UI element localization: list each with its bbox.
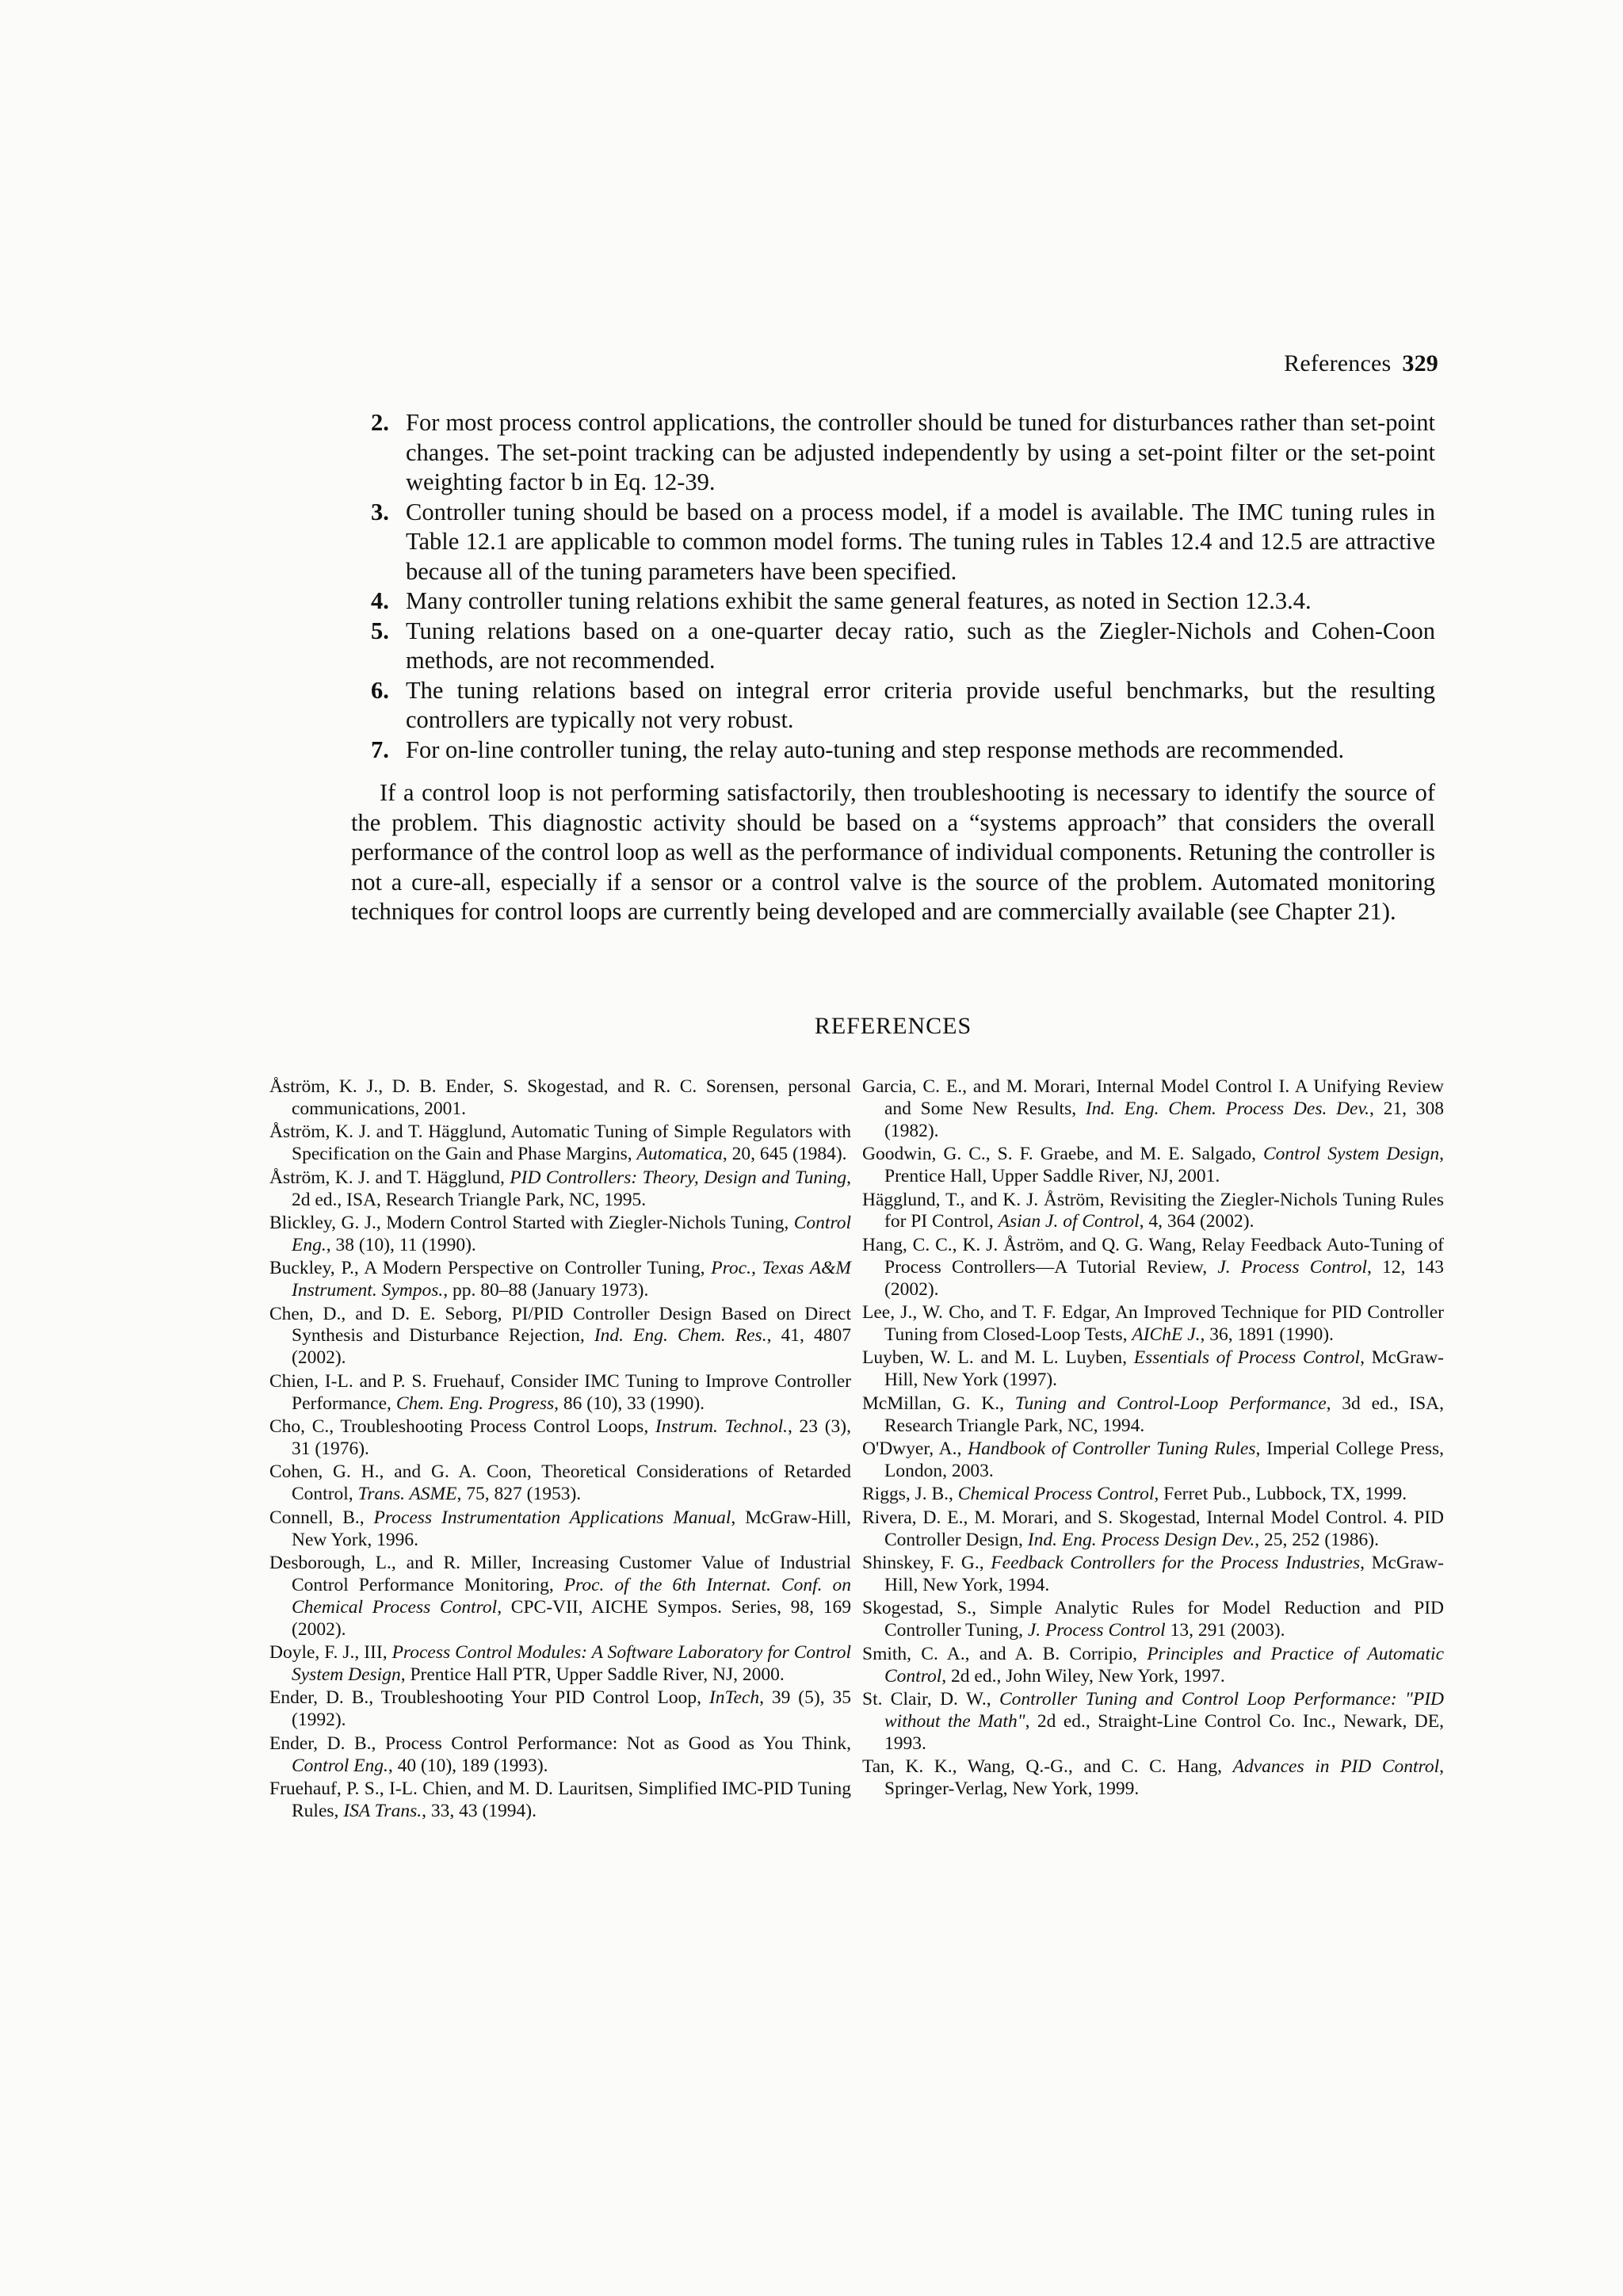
- reference-text: , 20, 645 (1984).: [722, 1144, 847, 1165]
- reference-source-title: Control Eng.: [292, 1755, 388, 1776]
- summary-item-text: For on-line controller tuning, the relay auto-tuning and step response methods are recommended.: [406, 735, 1345, 763]
- reference-text: , McGraw-Hill, New York, 1996.: [292, 1507, 851, 1550]
- reference-text: , McGraw-Hill, New York (1997).: [884, 1347, 1444, 1391]
- reference-source-title: Proc. of the 6th Internat. Conf. on Chemical Process Control: [292, 1574, 851, 1618]
- reference-source-title: Controller Tuning and Control Loop Performance: "PID without the Math": [884, 1688, 1444, 1732]
- summary-item-number: 2.: [371, 409, 389, 436]
- references-heading: REFERENCES: [814, 1013, 972, 1039]
- reference-text: Hang, C. C., K. J. Åström, and Q. G. Wang, Relay Feedback Auto-Tuning of Process Controllers—A Tutorial Review,: [862, 1234, 1444, 1278]
- reference-source-title: Handbook of Controller Tuning Rules: [968, 1438, 1256, 1459]
- reference-source-title: J. Process Control: [1217, 1256, 1367, 1278]
- reference-text: , Prentice Hall, Upper Saddle River, NJ, 2001.: [884, 1144, 1444, 1187]
- reference-text: Ender, D. B., Process Control Performance: Not as Good as You Think,: [269, 1733, 851, 1754]
- reference-source-title: Ind. Eng. Chem. Res.: [594, 1325, 767, 1347]
- reference-source-title: Advances in PID Control: [1232, 1756, 1440, 1778]
- reference-text: , 39 (5), 35 (1992).: [292, 1687, 851, 1731]
- summary-item: [371, 408, 1435, 498]
- summary-item-number: 6.: [371, 676, 389, 704]
- reference-text: Desborough, L., and R. Miller, Increasing Customer Value of Industrial Control Performance Monitoring,: [269, 1553, 851, 1595]
- reference-text: , 25, 252 (1986).: [1254, 1529, 1379, 1550]
- reference-entry: [862, 1235, 1444, 1301]
- reference-source-title: Essentials of Process Control: [1133, 1347, 1361, 1369]
- reference-text: , 2d ed., Straight-Line Control Co. Inc., Newark, DE, 1993.: [884, 1710, 1444, 1754]
- reference-text: , 3d ed., ISA, Research Triangle Park, NC, 1994.: [884, 1392, 1445, 1436]
- reference-source-title: Ind. Eng. Process Design Dev.: [1027, 1529, 1255, 1550]
- summary-item: [371, 586, 1435, 617]
- reference-source-title: ISA Trans.: [343, 1801, 422, 1821]
- reference-text: St. Clair, D. W.,: [862, 1688, 999, 1710]
- reference-text: , 75, 827 (1953).: [456, 1484, 582, 1505]
- reference-source-title: Principles and Practice of Automatic Control: [884, 1643, 1445, 1687]
- reference-text: Smith, C. A., and A. B. Corripio,: [862, 1643, 1148, 1664]
- reference-entry: [862, 1484, 1444, 1506]
- reference-entry: [269, 1733, 851, 1778]
- reference-source-title: Process Control Modules: A Software Laboratory for Control System Design: [292, 1642, 851, 1686]
- summary-item-text: Tuning relations based on a one-quarter decay ratio, such as the Ziegler-Nichols and Cohen-Coon methods, are not recommended.: [406, 617, 1435, 674]
- reference-text: , 21, 308 (1982).: [884, 1098, 1445, 1141]
- reference-entry: [862, 1689, 1444, 1755]
- summary-item-number: 3.: [371, 498, 389, 525]
- reference-source-title: Chemical Process Control: [957, 1484, 1155, 1505]
- references-column-left: [269, 1076, 851, 1824]
- reference-entry: [269, 1416, 851, 1461]
- reference-text: , 4, 364 (2002).: [1139, 1211, 1254, 1232]
- reference-text: Goodwin, G. C., S. F. Graebe, and M. E. Salgado,: [862, 1144, 1263, 1165]
- reference-entry: [269, 1778, 851, 1823]
- running-head-section: References: [1284, 350, 1392, 376]
- reference-entry: [269, 1258, 851, 1302]
- running-head: [1284, 350, 1438, 377]
- reference-text: Chen, D., and D. E. Seborg, PI/PID Controller Design Based on Direct Synthesis and Disturbance Rejection,: [269, 1303, 851, 1347]
- reference-text: Tan, K. K., Wang, Q.-G., and C. C. Hang,: [862, 1756, 1233, 1778]
- reference-text: Fruehauf, P. S., I-L. Chien, and M. D. Lauritsen, Simplified IMC-PID Tuning Rules,: [269, 1778, 851, 1821]
- summary-item-text: The tuning relations based on integral error criteria provide useful benchmarks, but the resulting controllers are typically not very robust.: [406, 676, 1435, 733]
- reference-text: Åström, K. J. and T. Hägglund,: [269, 1167, 510, 1188]
- reference-entry: [862, 1190, 1444, 1234]
- reference-entry: [862, 1438, 1444, 1483]
- reference-source-title: PID Controllers: Theory, Design and Tuning: [510, 1167, 847, 1188]
- reference-entry: [862, 1598, 1444, 1642]
- reference-text: Riggs, J. B.,: [862, 1484, 958, 1505]
- reference-text: , 23 (3), 31 (1976).: [292, 1416, 852, 1459]
- reference-source-title: Chem. Eng. Progress: [395, 1392, 555, 1414]
- reference-source-title: Trans. ASME: [357, 1484, 457, 1505]
- reference-text: , 2d ed., ISA, Research Triangle Park, NC, 1995.: [292, 1167, 851, 1210]
- reference-text: Ender, D. B., Troubleshooting Your PID Control Loop,: [269, 1687, 709, 1709]
- reference-source-title: AIChE J.: [1132, 1324, 1201, 1345]
- page-number: 329: [1402, 350, 1438, 376]
- reference-text: , Prentice Hall PTR, Upper Saddle River, NJ, 2000.: [400, 1664, 785, 1686]
- summary-item-text: Controller tuning should be based on a process model, if a model is available. The IMC tuning rules in Table 12.1 are applicable to common model forms. The tuning rules in Tables 12.4 and 12.5 are attractive because all of the tuning parameters have been specified.: [406, 498, 1435, 585]
- reference-entry: [269, 1213, 851, 1257]
- reference-source-title: Proc., Texas A&M Instrument. Sympos.: [292, 1258, 851, 1301]
- reference-entry: [269, 1642, 851, 1687]
- reference-text: Buckley, P., A Modern Perspective on Controller Tuning,: [269, 1258, 712, 1279]
- summary-item-number: 7.: [371, 735, 389, 763]
- reference-text: Chien, I-L. and P. S. Fruehauf, Consider IMC Tuning to Improve Controller Performance,: [269, 1370, 851, 1414]
- reference-entry: [269, 1121, 851, 1166]
- reference-entry: [862, 1553, 1444, 1597]
- reference-text: Connell, B.,: [269, 1507, 374, 1528]
- reference-text: Åström, K. J. and T. Hägglund, Automatic Tuning of Simple Regulators with Specification on the Gain and Phase Margins,: [269, 1121, 851, 1165]
- reference-text: , 36, 1891 (1990).: [1200, 1324, 1334, 1345]
- reference-entry: [862, 1507, 1444, 1552]
- reference-text: , 12, 143 (2002).: [884, 1256, 1445, 1300]
- summary-item: [371, 676, 1435, 735]
- reference-text: , 2d ed., John Wiley, New York, 1997.: [941, 1665, 1225, 1687]
- reference-text: , CPC-VII, AICHE Sympos. Series, 98, 169 (2002).: [292, 1596, 851, 1640]
- reference-entry: [269, 1553, 851, 1641]
- reference-entry: [862, 1076, 1444, 1143]
- reference-source-title: InTech: [708, 1687, 760, 1709]
- reference-source-title: Instrum. Technol.: [655, 1416, 788, 1438]
- reference-text: McMillan, G. K.,: [862, 1392, 1015, 1414]
- reference-text: Shinskey, F. G.,: [862, 1553, 991, 1574]
- summary-item-text: Many controller tuning relations exhibit the same general features, as noted in Section 12.3.4.: [406, 587, 1312, 614]
- reference-entry: [862, 1302, 1444, 1347]
- reference-text: , pp. 80–88 (January 1973).: [443, 1280, 649, 1301]
- summary-item-text: For most process control applications, the controller should be tuned for disturbances rather than set-point changes. The set-point tracking can be adjusted independently by using a set-point filter or the set-point weighting factor b in Eq. 12-39.: [406, 409, 1435, 495]
- reference-text: 13, 291 (2003).: [1165, 1620, 1285, 1641]
- reference-entry: [862, 1756, 1444, 1801]
- summary-item: [371, 735, 1435, 766]
- reference-text: Blickley, G. J., Modern Control Started with Ziegler-Nichols Tuning,: [269, 1212, 794, 1233]
- reference-entry: [269, 1167, 851, 1212]
- reference-entry: [269, 1507, 851, 1552]
- reference-text: Luyben, W. L. and M. L. Luyben,: [862, 1347, 1134, 1369]
- reference-text: , 33, 43 (1994).: [422, 1801, 537, 1821]
- reference-text: , 38 (10), 11 (1990).: [326, 1234, 476, 1255]
- reference-source-title: Control System Design: [1263, 1144, 1440, 1165]
- reference-source-title: Ind. Eng. Chem. Process Des. Dev.: [1085, 1098, 1370, 1119]
- reference-entry: [269, 1687, 851, 1732]
- reference-text: , 86 (10), 33 (1990).: [554, 1392, 705, 1414]
- reference-text: Lee, J., W. Cho, and T. F. Edgar, An Improved Technique for PID Controller Tuning from Closed-Loop Tests,: [862, 1302, 1444, 1345]
- summary-list: [371, 408, 1435, 765]
- reference-text: Hägglund, T., and K. J. Åström, Revisiting the Ziegler-Nichols Tuning Rules for PI Control,: [862, 1189, 1444, 1232]
- reference-entry: [269, 1304, 851, 1370]
- body-paragraph: If a control loop is not performing satisfactorily, then troubleshooting is necessary to identify the source of the problem. This diagnostic activity should be based on a “systems approach” that considers the overall performance of the control loop as well as the performance of individual components. Retuning the controller is not a cure-all, especially if a sensor or a control valve is the source of the problem. Automated monitoring techniques for control loops are currently being developed and are commercially available (see Chapter 21).: [351, 779, 1435, 925]
- reference-text: , 40 (10), 189 (1993).: [388, 1755, 548, 1776]
- reference-entry: [862, 1347, 1444, 1392]
- reference-text: , Imperial College Press, London, 2003.: [884, 1438, 1444, 1481]
- reference-text: Åström, K. J., D. B. Ender, S. Skogestad, and R. C. Sorensen, personal communications, 2001.: [269, 1076, 851, 1119]
- reference-text: , Ferret Pub., Lubbock, TX, 1999.: [1154, 1484, 1407, 1505]
- reference-text: , 41, 4807 (2002).: [292, 1325, 852, 1369]
- reference-source-title: Process Instrumentation Applications Manual: [373, 1507, 731, 1528]
- reference-text: O'Dwyer, A.,: [862, 1438, 968, 1459]
- summary-item: [371, 617, 1435, 676]
- summary-item-number: 5.: [371, 617, 389, 644]
- references-column-right: [862, 1076, 1444, 1802]
- reference-source-title: Automatica: [636, 1144, 723, 1165]
- reference-text: Garcia, C. E., and M. Morari, Internal Model Control I. A Unifying Review and Some New Results,: [862, 1076, 1444, 1119]
- reference-text: Doyle, F. J., III,: [269, 1642, 392, 1664]
- reference-entry: [862, 1144, 1444, 1188]
- reference-text: Skogestad, S., Simple Analytic Rules for Model Reduction and PID Controller Tuning,: [862, 1598, 1444, 1641]
- reference-text: Cho, C., Troubleshooting Process Control Loops,: [269, 1416, 655, 1438]
- reference-text: , Springer-Verlag, New York, 1999.: [884, 1756, 1444, 1800]
- reference-text: , McGraw-Hill, New York, 1994.: [884, 1553, 1444, 1595]
- reference-source-title: Control Eng.: [292, 1212, 851, 1255]
- reference-entry: [862, 1644, 1444, 1688]
- reference-text: Cohen, G. H., and G. A. Coon, Theoretical Considerations of Retarded Control,: [269, 1461, 851, 1505]
- reference-entry: [862, 1393, 1444, 1438]
- reference-text: Rivera, D. E., M. Morari, and S. Skogestad, Internal Model Control. 4. PID Controller Design,: [862, 1507, 1444, 1550]
- reference-entry: [269, 1076, 851, 1121]
- reference-source-title: Asian J. of Control: [998, 1211, 1140, 1232]
- reference-source-title: J. Process Control: [1027, 1620, 1166, 1641]
- reference-entry: [269, 1371, 851, 1415]
- reference-entry: [269, 1461, 851, 1506]
- summary-item: [371, 498, 1435, 587]
- reference-source-title: Feedback Controllers for the Process Industries: [991, 1553, 1361, 1574]
- summary-item-number: 4.: [371, 587, 389, 614]
- reference-source-title: Tuning and Control-Loop Performance: [1014, 1392, 1327, 1414]
